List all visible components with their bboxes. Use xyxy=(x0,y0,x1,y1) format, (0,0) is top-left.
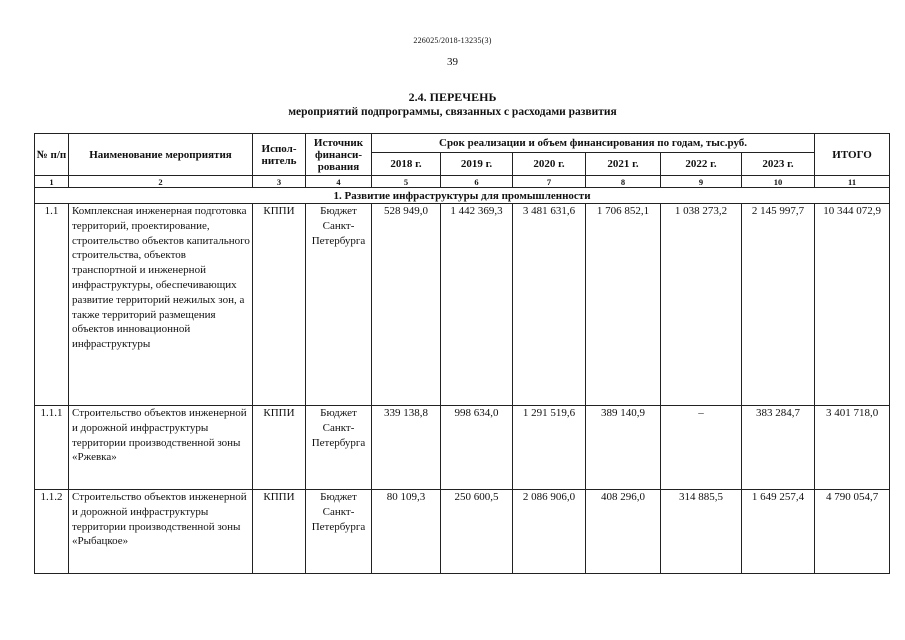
column-number: 10 xyxy=(742,176,815,188)
funding-source: Бюджет Санкт-Петербурга xyxy=(306,490,372,574)
header-number: № п/п xyxy=(35,134,69,176)
column-number: 8 xyxy=(586,176,661,188)
value-2021: 389 140,9 xyxy=(586,406,661,490)
row-number: 1.1 xyxy=(35,204,69,406)
header-year-2022: 2022 г. xyxy=(661,153,742,176)
column-number: 7 xyxy=(513,176,586,188)
row-number: 1.1.2 xyxy=(35,490,69,574)
column-number: 9 xyxy=(661,176,742,188)
header-executor: Испол-нитель xyxy=(253,134,306,176)
value-total: 10 344 072,9 xyxy=(815,204,890,406)
header-year-2021: 2021 г. xyxy=(586,153,661,176)
header-year-2018: 2018 г. xyxy=(372,153,441,176)
header-activity-name: Наименование мероприятия xyxy=(69,134,253,176)
activity-name: Строительство объектов инженерной и дорожной инфраструктуры территории производственной зоны «Рыбацкое» xyxy=(69,490,253,574)
value-2019: 1 442 369,3 xyxy=(441,204,513,406)
activity-name: Строительство объектов инженерной и дорожной инфраструктуры территории производственной зоны «Ржевка» xyxy=(69,406,253,490)
value-2022: 1 038 273,2 xyxy=(661,204,742,406)
executor: КППИ xyxy=(253,406,306,490)
executor: КППИ xyxy=(253,490,306,574)
header-year-2023: 2023 г. xyxy=(742,153,815,176)
page-number: 39 xyxy=(447,56,458,68)
value-2018: 80 109,3 xyxy=(372,490,441,574)
column-number: 3 xyxy=(253,176,306,188)
activities-table xyxy=(34,133,890,574)
value-2019: 250 600,5 xyxy=(441,490,513,574)
header-year-2019: 2019 г. xyxy=(441,153,513,176)
value-2021: 1 706 852,1 xyxy=(586,204,661,406)
table-row xyxy=(35,406,890,490)
document-id: 226025/2018-13235(3) xyxy=(413,36,492,45)
row-number: 1.1.1 xyxy=(35,406,69,490)
column-number: 5 xyxy=(372,176,441,188)
document-subtitle: мероприятий подпрограммы, связанных с расходами развития xyxy=(288,106,617,118)
value-2023: 1 649 257,4 xyxy=(742,490,815,574)
value-2019: 998 634,0 xyxy=(441,406,513,490)
value-total: 4 790 054,7 xyxy=(815,490,890,574)
funding-source: Бюджет Санкт-Петербурга xyxy=(306,204,372,406)
header-total: ИТОГО xyxy=(815,134,890,176)
value-2021: 408 296,0 xyxy=(586,490,661,574)
value-2023: 383 284,7 xyxy=(742,406,815,490)
value-2022: – xyxy=(661,406,742,490)
value-total: 3 401 718,0 xyxy=(815,406,890,490)
value-2020: 2 086 906,0 xyxy=(513,490,586,574)
column-number: 1 xyxy=(35,176,69,188)
funding-source: Бюджет Санкт-Петербурга xyxy=(306,406,372,490)
value-2020: 1 291 519,6 xyxy=(513,406,586,490)
table-row xyxy=(35,204,890,406)
value-2018: 339 138,8 xyxy=(372,406,441,490)
column-number: 11 xyxy=(815,176,890,188)
header-funding-source: Источник финанси-рования xyxy=(306,134,372,176)
document-title: 2.4. ПЕРЕЧЕНЬ xyxy=(408,90,497,104)
value-2020: 3 481 631,6 xyxy=(513,204,586,406)
header-year-2020: 2020 г. xyxy=(513,153,586,176)
value-2018: 528 949,0 xyxy=(372,204,441,406)
column-number-row xyxy=(35,176,890,188)
table-row xyxy=(35,490,890,574)
value-2022: 314 885,5 xyxy=(661,490,742,574)
column-number: 6 xyxy=(441,176,513,188)
column-number: 4 xyxy=(306,176,372,188)
column-number: 2 xyxy=(69,176,253,188)
header-period-funding: Срок реализации и объем финансирования по годам, тыс.руб. xyxy=(372,134,815,153)
value-2023: 2 145 997,7 xyxy=(742,204,815,406)
executor: КППИ xyxy=(253,204,306,406)
activity-name: Комплексная инженерная подготовка территорий, проектирование, строительство объектов капитального строительства, объектов транспортной и инженерной инфраструктуры, обеспечивающих развитие территорий нежилых зон, а также территорий размещения объектов инновационной инфраструктуры xyxy=(69,204,253,406)
section-title: 1. Развитие инфраструктуры для промышленности xyxy=(35,188,890,204)
